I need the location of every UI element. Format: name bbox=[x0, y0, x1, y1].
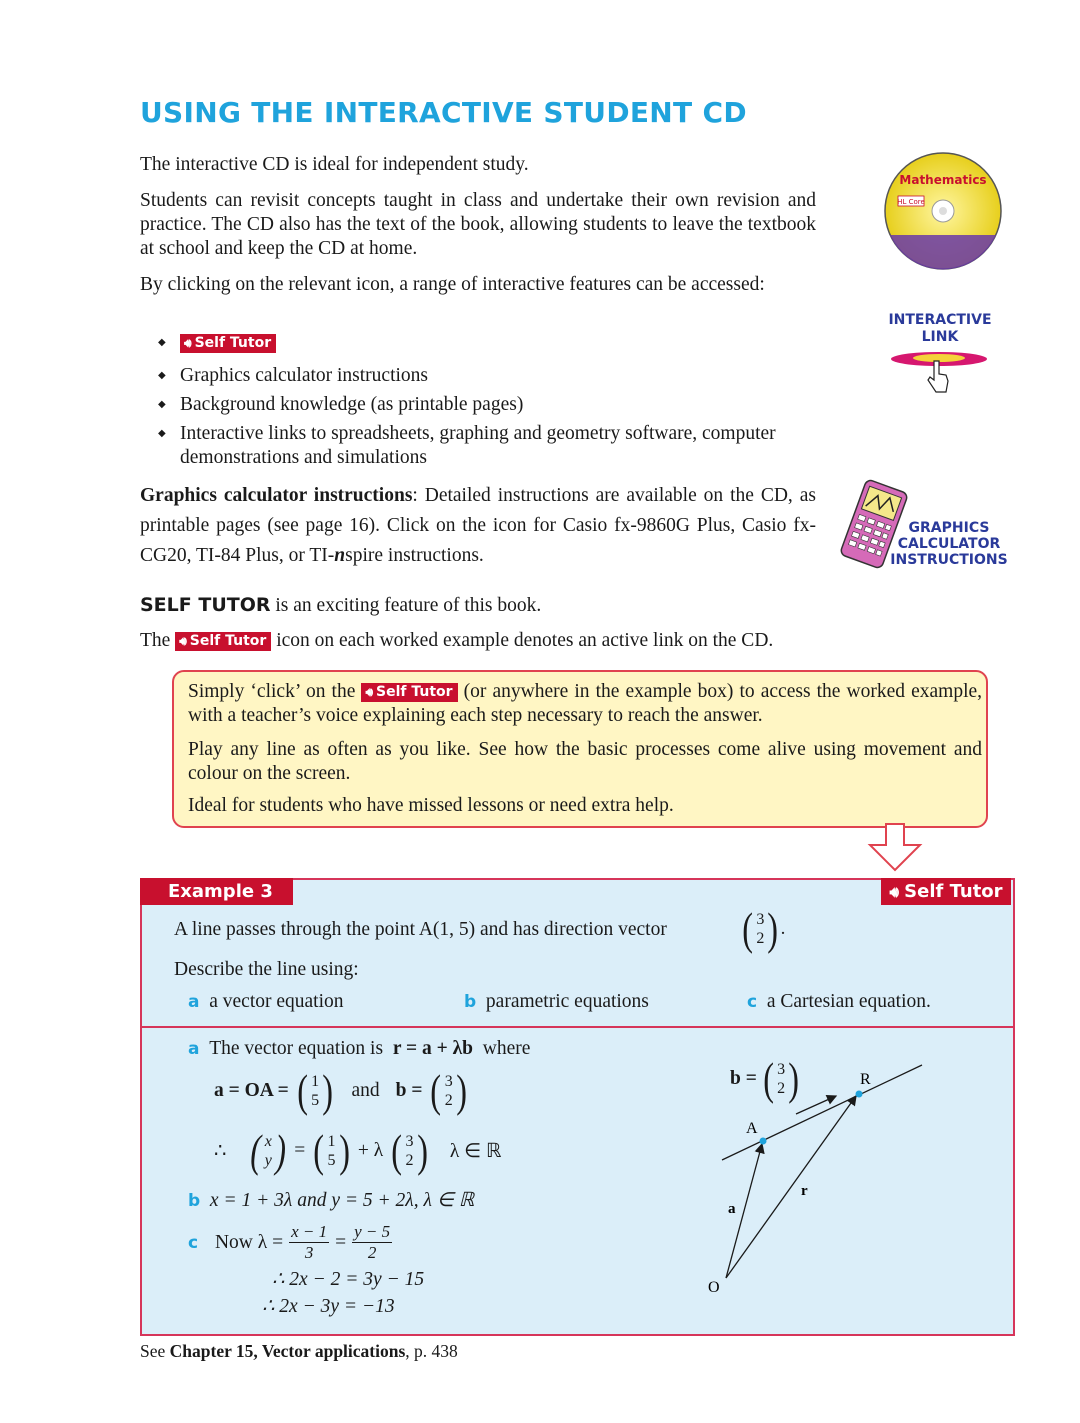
solution-c-line-3: ∴ 2x − 3y = −13 bbox=[262, 1296, 395, 1317]
part-b: b parametric equations bbox=[464, 991, 649, 1012]
direction-vector: ( 3 2 ) . bbox=[742, 903, 786, 954]
interactive-link-icon[interactable] bbox=[888, 345, 990, 397]
line-l bbox=[722, 1065, 922, 1160]
part-a: a a vector equation bbox=[188, 991, 344, 1012]
list-item: ◆ Graphics calculator instructions bbox=[160, 364, 816, 388]
intro-text: The interactive CD is ideal for independent study. bbox=[140, 154, 529, 175]
paragraph-features: By clicking on the relevant icon, a range of interactive features can be accessed: bbox=[140, 274, 765, 295]
solution-c: c Now λ = $\frac{x - 1}{3}$ = $\frac{y - 5}{2}$ bbox=[188, 1222, 391, 1262]
question-text: A line passes through the point A(1, 5) and has direction vector bbox=[174, 919, 667, 940]
self-tutor-button[interactable]: 🔊︎ Self Tutor bbox=[881, 878, 1011, 905]
solution-c-line-2: ∴ 2x − 2 = 3y − 15 bbox=[272, 1269, 425, 1290]
gc-heading: Graphics calculator instructions bbox=[140, 485, 413, 506]
callout-line-2: Play any line as often as you like. See how the basic processes come alive using movement and colour on the screen. bbox=[188, 739, 982, 784]
paragraph-revision: Students can revisit concepts taught in class and undertake their own revision and practice. The CD also has the text of the book, allowing students to leave the textbook at school and keep the CD at home. bbox=[140, 190, 816, 259]
cd-image[interactable] bbox=[878, 150, 1008, 272]
label-vector-a: a bbox=[728, 1201, 736, 1217]
cd-brand: Mathematics bbox=[899, 173, 987, 187]
diagram-b-label: b = ( 3 2 ) bbox=[730, 1053, 800, 1104]
describe-text: Describe the line using: bbox=[174, 959, 359, 980]
callout-box bbox=[172, 670, 988, 828]
speaker-icon: ◆ 🔊︎ bbox=[184, 336, 192, 351]
solution-b: b x = 1 + 3λ and y = 5 + 2λ, λ ∈ ℝ bbox=[188, 1190, 475, 1211]
label-vector-r: r bbox=[801, 1183, 808, 1199]
solution-a-line: a The vector equation is r = a + λb where bbox=[188, 1038, 531, 1059]
callout-line-3: Ideal for students who have missed lessons or need extra help. bbox=[188, 795, 674, 816]
point-r bbox=[856, 1091, 863, 1098]
label-o: O bbox=[708, 1279, 720, 1296]
list-item: ◆ Interactive links to spreadsheets, graphing and geometry software, computer demonstrations and simulations bbox=[160, 422, 816, 470]
self-tutor-paragraph: SELF TUTOR is an exciting feature of this book. bbox=[140, 594, 542, 616]
list-item: ◆ Background knowledge (as printable pages) bbox=[160, 393, 816, 417]
footer-reference: See Chapter 15, Vector applications, p. 438 bbox=[140, 1341, 458, 1361]
list-item bbox=[160, 331, 816, 355]
speaker-icon: 🔊︎ bbox=[365, 685, 374, 700]
self-tutor-button[interactable]: 🔊︎ Self Tutor bbox=[175, 632, 271, 651]
speaker-icon: 🔊︎ bbox=[889, 883, 905, 901]
page-title: USING THE INTERACTIVE STUDENT CD bbox=[140, 96, 747, 129]
cd-sub: HL Core bbox=[897, 198, 925, 206]
callout-line-1: Simply ‘click’ on the 🔊︎ Self Tutor (or anywhere in the example box) to access the worked example, with a teacher’s voice explaining each step necessary to reach the answer. bbox=[188, 681, 983, 726]
gc-icon-label: GRAPHICS CALCULATOR INSTRUCTIONS bbox=[890, 520, 1008, 568]
down-arrow-icon bbox=[866, 823, 926, 873]
divider bbox=[140, 1026, 1013, 1028]
gc-paragraph: Graphics calculator instructions: Detailed instructions are available on the CD, as printable pages (see page 16). Click on the icon for Casio fx-9860G Plus, Casio fx-CG20, TI-84 Plus, or TI-nspire instructions. bbox=[140, 485, 816, 566]
feature-list bbox=[160, 331, 816, 475]
point-a bbox=[760, 1138, 767, 1145]
vector-diagram bbox=[700, 1060, 940, 1300]
chapter-link[interactable]: Chapter 15, Vector applications bbox=[169, 1341, 406, 1361]
direction-arrow bbox=[796, 1096, 836, 1114]
self-tutor-button[interactable]: ◆ 🔊︎ Self Tutor bbox=[180, 334, 276, 353]
self-tutor-heading: SELF TUTOR bbox=[140, 594, 271, 616]
interactive-link-label: INTERACTIVE LINK bbox=[888, 312, 992, 345]
label-a: A bbox=[746, 1120, 758, 1137]
vector-a-eq: a = OA = ( 1 5 ) and b = ( 3 2 ) bbox=[214, 1065, 467, 1116]
self-tutor-button[interactable]: 🔊︎ Self Tutor bbox=[361, 683, 457, 702]
self-tutor-line: The 🔊︎ Self Tutor icon on each worked example denotes an active link on the CD. bbox=[140, 630, 774, 651]
speaker-icon: 🔊︎ bbox=[179, 634, 187, 649]
part-c: c a Cartesian equation. bbox=[747, 991, 931, 1012]
example-label: Example 3 bbox=[140, 878, 293, 905]
vector-equation: ∴ ( x y ) = ( 1 5 ) + λ ( 3 2 ) λ ∈ ℝ bbox=[214, 1125, 502, 1176]
label-r: R bbox=[860, 1071, 871, 1088]
